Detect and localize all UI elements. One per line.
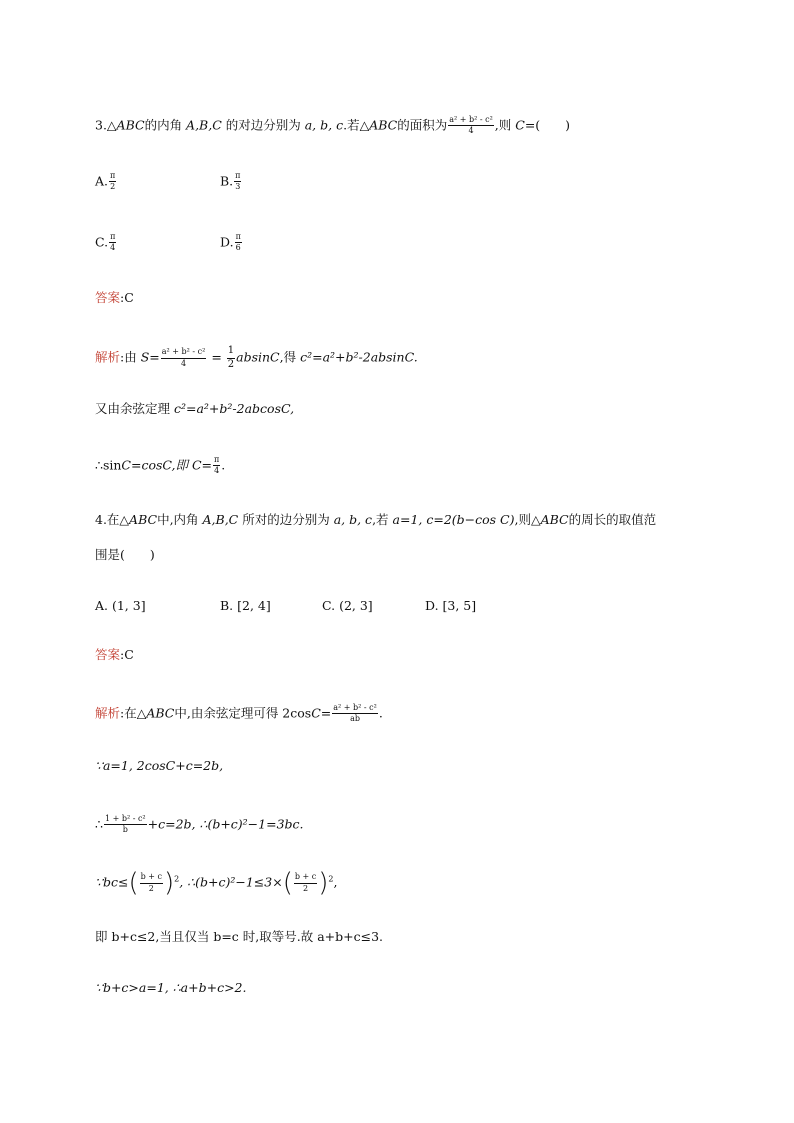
q3-stem-text: 的对边分别为 [221, 117, 305, 133]
q3-stem-text: ,则 [494, 117, 516, 133]
q4-option-a [95, 600, 146, 613]
q3-stem [95, 116, 570, 136]
q3-sides: a, b, c [304, 117, 344, 133]
analysis-text: , [333, 874, 338, 890]
analysis-formula: ∵b+c>a=1, ∴a+b+c>2. [95, 980, 247, 995]
q4-stem-line1 [95, 514, 656, 527]
frac-den: 4 [110, 243, 116, 253]
analysis-text: 即 b+c≤2,当且仅当 b=c 时,取等号.故 a+b+c≤3. [95, 929, 383, 944]
square-exponent: 2 [174, 874, 180, 884]
q4-analysis-4 [95, 870, 337, 896]
q4-sides: a, b, c [333, 512, 373, 527]
frac-num: b + c [294, 873, 317, 883]
q3-option-b [220, 172, 242, 192]
frac-den: 3 [235, 182, 241, 192]
analysis-text: :由 [120, 349, 141, 365]
frac-num: 1 + b² - c² [104, 815, 147, 825]
analysis-C: C [311, 705, 321, 721]
q3-option-c [95, 233, 117, 253]
frac-num: π [109, 233, 116, 243]
q4-option-d [425, 600, 476, 613]
frac-den: b [122, 825, 128, 835]
frac-num: π [109, 172, 116, 182]
q4-stem-text: 的周长的取值范 [568, 512, 657, 527]
q4-stem-text: ,则△ [514, 512, 541, 527]
analysis-label: 解析 [95, 349, 121, 365]
q3-answer [95, 292, 134, 305]
option-fraction [109, 172, 116, 192]
frac-den: 6 [235, 243, 241, 253]
option-text: A. (1, 3] [95, 598, 146, 613]
q4-stem-text: 所对的边分别为 [238, 512, 334, 527]
analysis-text: 中,由余弦定理可得 2cos [174, 705, 312, 721]
option-fraction [109, 233, 116, 253]
analysis-text: = [207, 349, 226, 365]
right-paren-icon: ) [163, 868, 175, 898]
analysis-formula: c²=a²+b²-2abcosC, [173, 401, 295, 416]
analysis-formula: c²=a²+b²-2absinC. [300, 349, 418, 365]
frac-num: π [213, 456, 220, 466]
option-label: C. [95, 234, 109, 250]
analysis-fraction [332, 704, 378, 724]
q3-stem-text: 的面积为 [397, 117, 448, 133]
q3-abc: ABC [369, 117, 398, 133]
q3-stem-text: =( ) [524, 117, 571, 133]
option-text: D. [3, 5] [425, 598, 477, 613]
frac-den: 2 [148, 883, 154, 893]
analysis-S: S [140, 349, 150, 365]
right-paren-icon: ) [318, 868, 329, 898]
q3-option-a [95, 172, 117, 192]
analysis-text: ,得 [279, 349, 301, 365]
half-fraction [227, 346, 235, 370]
square-exponent: 2 [328, 874, 334, 884]
analysis-text: ∴ [95, 816, 103, 832]
frac-num: a² + b² - c² [448, 116, 494, 126]
analysis-fraction [161, 348, 207, 368]
frac-num: b + c [140, 873, 163, 883]
option-label: B. [220, 173, 234, 189]
frac-num: 1 [227, 346, 235, 359]
option-label: A. [95, 173, 109, 189]
q4-stem-line2 [95, 549, 155, 562]
analysis-formula: +c=2b, ∴(b+c)²−1=3bc. [147, 816, 304, 832]
q4-stem-text: ,若 [372, 512, 393, 527]
analysis-label: 解析 [95, 705, 121, 721]
q3-abc: ABC [116, 117, 145, 133]
analysis-fraction [104, 815, 147, 835]
q4-abc: ABC [129, 512, 158, 527]
q4-analysis-1 [95, 704, 383, 724]
answer-label: 答案 [95, 290, 121, 305]
q4-option-b [220, 600, 271, 613]
q4-stem-text: 中,内角 [157, 512, 203, 527]
answer-value: :C [120, 647, 134, 662]
analysis-formula: ∵a=1, 2cosC+c=2b, [95, 758, 224, 773]
frac-num: π [235, 233, 242, 243]
analysis-fraction [294, 873, 317, 893]
frac-num: a² + b² - c² [161, 348, 207, 358]
q4-analysis-2 [95, 760, 223, 773]
q4-angles: A,B,C [202, 512, 239, 527]
frac-den: 2 [303, 883, 309, 893]
q3-analysis-2 [95, 403, 294, 416]
frac-den: 4 [214, 466, 220, 476]
q3-stem-text: 的内角 [144, 117, 187, 133]
analysis-text: 又由余弦定理 [95, 401, 174, 416]
q4-analysis-5 [95, 931, 383, 944]
frac-den: 2 [110, 182, 116, 192]
analysis-formula: ∵bc≤ [95, 874, 129, 890]
analysis-text: = [320, 705, 332, 721]
q4-option-c [322, 600, 373, 613]
frac-num: π [234, 172, 241, 182]
left-paren-icon: ( [128, 868, 139, 898]
q3-angles: A,B,C [186, 117, 222, 133]
left-paren-icon: ( [282, 868, 293, 898]
option-fraction [234, 172, 241, 192]
option-text: C. (2, 3] [322, 598, 373, 613]
option-label: D. [220, 234, 234, 250]
answer-value: :C [120, 290, 134, 305]
q4-stem-text: 围是( ) [95, 547, 155, 562]
option-text: B. [2, 4] [220, 598, 271, 613]
analysis-formula: absinC [236, 349, 280, 365]
answer-label: 答案 [95, 647, 121, 662]
analysis-fraction [213, 456, 220, 476]
q4-condition: a=1, c=2(b−cos C) [392, 512, 515, 527]
analysis-text: = [149, 349, 160, 365]
q4-analysis-6 [95, 982, 246, 995]
q4-abc: ABC [146, 705, 175, 721]
analysis-text: . [221, 457, 226, 473]
option-fraction [235, 233, 242, 253]
analysis-formula: , ∴(b+c)²−1≤3× [179, 874, 283, 890]
analysis-text: :在△ [120, 705, 147, 721]
q3-analysis-1 [95, 346, 418, 370]
frac-num: a² + b² - c² [332, 704, 378, 714]
analysis-fraction [140, 873, 163, 893]
q4-answer [95, 649, 134, 662]
q3-option-d [220, 233, 243, 253]
q4-analysis-3 [95, 815, 304, 835]
frac-den: 4 [181, 358, 187, 368]
frac-den: 2 [227, 358, 235, 370]
frac-den: 4 [468, 126, 474, 136]
q4-abc: ABC [540, 512, 569, 527]
q3-C: C [515, 117, 525, 133]
analysis-text: ∴sin [95, 457, 122, 473]
analysis-text: . [378, 705, 383, 721]
q4-stem-text: 4.在△ [95, 512, 130, 527]
analysis-formula: C=cosC,即 C= [121, 457, 213, 473]
q3-stem-text: .若△ [343, 117, 370, 133]
q3-area-fraction [448, 116, 494, 136]
q3-analysis-3 [95, 456, 225, 476]
q3-stem-text: 3.△ [95, 117, 117, 133]
frac-den: ab [350, 714, 360, 724]
